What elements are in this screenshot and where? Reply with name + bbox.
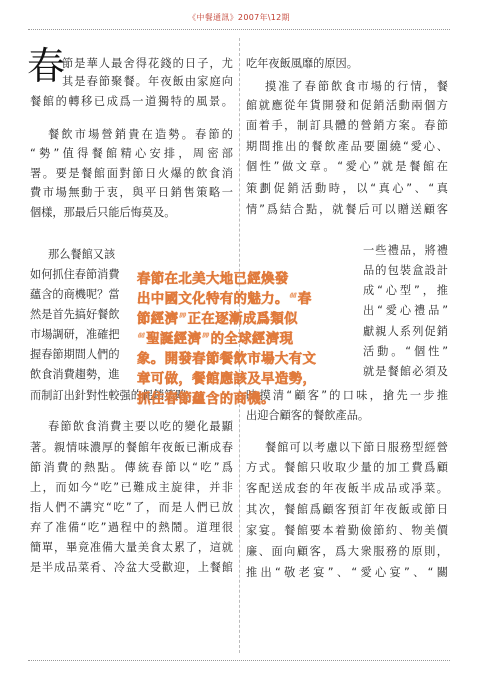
left_column-line: 蘊含的商機呢？當 — [30, 288, 120, 301]
left_column-line: 那么餐館又該 — [48, 248, 116, 261]
left_column-line: 其是春節聚餐。年夜飯由家庭向 — [62, 75, 233, 88]
left_column-line: 握春節期間人們的 — [30, 348, 120, 361]
header-rule — [28, 29, 450, 30]
pull-quote-line: 節經濟”正在逐漸成爲類似 — [137, 312, 298, 327]
left_column-line: 節消費的熱點。傳統春節以“吃”爲 — [30, 461, 233, 474]
left_column-line: 然是首先搞好餐飲 — [30, 308, 120, 321]
left_column-line: 市場調研，准確把 — [30, 328, 120, 341]
left_column-line: 署。要是餐館面對節日火爆的飲食消 — [30, 167, 233, 180]
right_column-line: 吃年夜飯風靡的原因。 — [246, 57, 358, 70]
left_column-line: 而制訂出針對性較强的促銷策略。 — [30, 389, 198, 402]
footer-rule — [28, 660, 450, 661]
right_column-line: 家宴。餐館要本着勤儉節約、物美價 — [246, 524, 448, 537]
page-header: 《中餐通訊》2007年\12期 — [188, 13, 290, 22]
pull-quote-line: 章可做，餐館應該及早造勢， — [137, 372, 317, 387]
right_column-line: 面着手，制訂具體的營銷方案。春節 — [246, 119, 448, 132]
right_column-line: 推出“敬老宴”、“愛心宴”、“關 — [246, 566, 448, 579]
left_column-line: 個樣，那最后只能后悔莫及。 — [30, 206, 176, 219]
right_column-line: 客配送成套的年夜飯半成品或凈菜。 — [246, 482, 448, 495]
left_column-line: 是半成品菜肴、冷盆大受歡迎，上餐館 — [30, 561, 233, 574]
right_column-line: 策劃促銷活動時，以“真心”、“真 — [246, 182, 448, 195]
right_column-line: 館就應從年貨開發和促銷活動兩個方 — [246, 99, 448, 112]
right_column-line: 其次，餐館爲顧客預訂年夜飯或節日 — [246, 503, 448, 516]
drop-cap: 春 — [27, 44, 66, 88]
right_column-line: 活動。“個性” — [363, 345, 448, 358]
right_column-line: 廉、面向顧客，爲大衆服務的原則， — [246, 545, 448, 558]
left_column-line: 弃了准備“吃”過程中的熱鬧。道理很 — [30, 521, 233, 534]
left_column-line: 餐飲市場營銷貴在造勢。春節的 — [48, 128, 233, 141]
right_column-line: 摸准了春節飲食市場的行情，餐 — [265, 80, 448, 93]
right_column-line: 時摸清“顧客”的口味，搶先一步推 — [246, 389, 448, 402]
left_column-line: 如何抓住春節消費 — [30, 268, 120, 281]
left_column-line: 簡單，畢竟准備大量美食太累了，這就 — [30, 541, 233, 554]
right_column-line: 獻親人系列促銷 — [363, 325, 448, 338]
right_column-line: 成“心型”，推 — [363, 284, 448, 297]
left_column-line: 指人們不講究“吃”了，而是人們已放 — [30, 501, 233, 514]
pull-quote-line: 春節在北美大地已經煥發 — [137, 272, 289, 287]
right_column-line: 個性”做文章。“愛心”就是餐館在 — [246, 160, 448, 173]
left_column-line: “勢”值得餐館精心安排，周密部 — [30, 147, 233, 160]
right_column-line: 出迎合顧客的餐飲產品。 — [246, 409, 370, 422]
pull-quote-line: “聖誕經濟”的全球經濟現 — [137, 332, 294, 347]
left_column-line: 飲食消費趨勢，進 — [30, 368, 120, 381]
right_column-line: 期間推出的餐飲產品要圍繞“愛心、 — [246, 140, 448, 153]
right_column-line: 方式。餐館只收取少量的加工費爲顧 — [246, 461, 448, 474]
left_column-line: 春節飲食消費主要以吃的變化最顯 — [48, 420, 233, 433]
left_column-line: 費市場無動于衷，與平日銷售策略一 — [30, 186, 233, 199]
pull-quote-line: 出中國文化特有的魅力。“春 — [137, 292, 312, 307]
right_column-line: 出“愛心禮品” — [363, 304, 448, 317]
pull-quote-line: 象。開發春節餐飲市場大有文 — [137, 352, 317, 367]
left_column-line: 上，而如今“吃”已難成主旋律，并非 — [30, 481, 233, 494]
left_column-line: 著。親情味濃厚的餐館年夜飯已漸成春 — [30, 441, 233, 454]
right_column-line: 情”爲結合點，就餐后可以贈送顧客 — [246, 203, 448, 216]
left_column-line: 餐館的轉移已成爲一道獨特的風景。 — [30, 95, 233, 108]
right_column-line: 品的包裝盒設計 — [363, 264, 448, 277]
right_column-line: 就是餐館必須及 — [363, 365, 448, 378]
right_column-line: 一些禮品，將禮 — [363, 244, 448, 257]
left_column-line: 節是華人最舍得花錢的日子，尤 — [62, 57, 233, 70]
right_column-line: 餐館可以考慮以下節日服務型經營 — [265, 441, 448, 454]
pull-quote-line: 抓住春節蘊含的商機。 — [137, 392, 275, 407]
